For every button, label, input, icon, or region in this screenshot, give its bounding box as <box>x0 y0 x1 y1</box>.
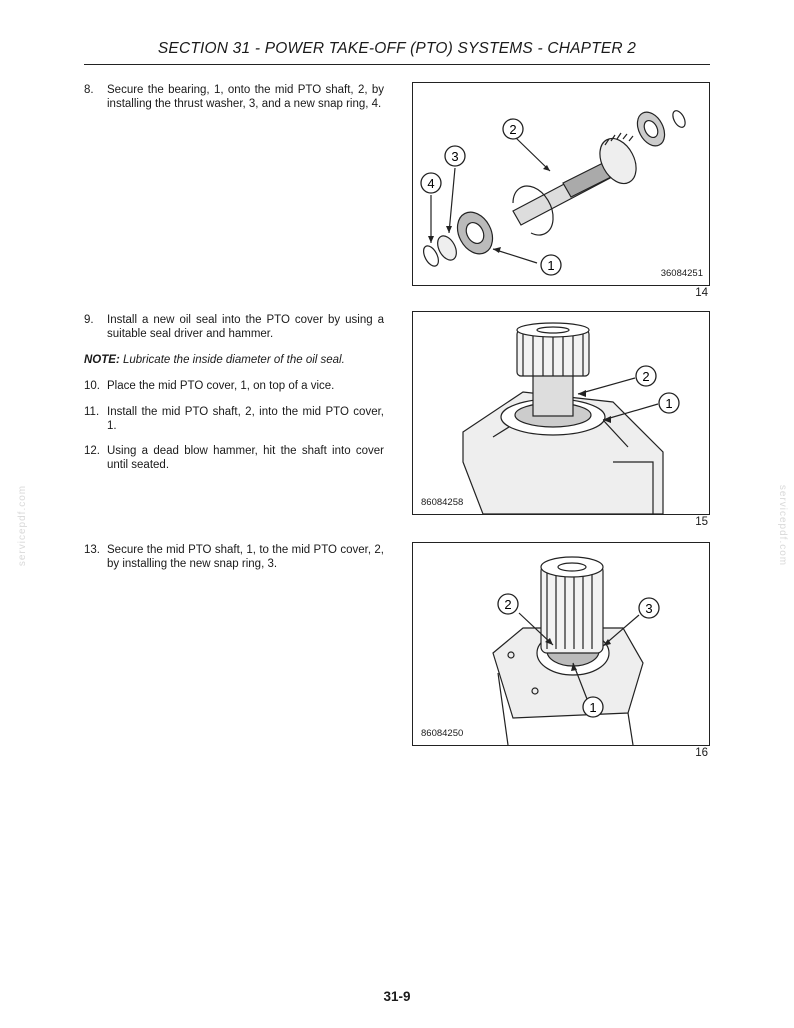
callout-3: 3 <box>645 601 653 616</box>
step-12 <box>84 444 384 472</box>
callout-1: 1 <box>665 396 673 411</box>
callout-2: 2 <box>504 597 512 612</box>
step-13 <box>84 543 384 571</box>
step-number: 8. <box>84 84 94 96</box>
note-label: NOTE: <box>84 354 120 366</box>
step-number: 10. <box>84 380 100 392</box>
callout-2: 2 <box>509 122 517 137</box>
callout-2: 2 <box>642 369 650 384</box>
callout-1: 1 <box>547 258 555 273</box>
step-11 <box>84 405 384 433</box>
figure-16 <box>412 542 710 746</box>
step-text: Place the mid PTO cover, 1, on top of a vice. <box>107 380 335 392</box>
step-number: 13. <box>84 544 100 556</box>
figure-14 <box>412 82 710 286</box>
callout-4: 4 <box>427 176 435 191</box>
step-number: 9. <box>84 314 94 326</box>
pto-snap-ring-illustration <box>413 543 709 745</box>
figure-code: 86084250 <box>421 728 464 739</box>
figure-number: 16 <box>695 747 708 759</box>
step-text: Secure the bearing, 1, onto the mid PTO shaft, 2, by installing the thrust washer, 3, and a new snap ring, 4. <box>107 84 384 110</box>
step-text: Using a dead blow hammer, hit the shaft into cover until seated. <box>107 445 384 471</box>
figure-code: 36084251 <box>660 268 703 279</box>
callout-1: 1 <box>589 700 597 715</box>
header-divider <box>84 64 710 65</box>
step-8 <box>84 83 384 111</box>
pto-shaft-bearing-illustration <box>413 83 709 285</box>
watermark-right: servicepdf.com <box>777 484 789 567</box>
figure-15 <box>412 311 710 515</box>
step-number: 12. <box>84 445 100 457</box>
callout-3: 3 <box>451 149 459 164</box>
section-header: SECTION 31 - POWER TAKE-OFF (PTO) SYSTEMS - CHAPTER 2 <box>157 40 637 57</box>
note <box>84 353 384 367</box>
step-10 <box>84 379 384 393</box>
step-text: Install the mid PTO shaft, 2, into the mid PTO cover, 1. <box>107 406 384 432</box>
figure-number: 15 <box>695 516 708 528</box>
step-number: 11. <box>84 406 100 418</box>
watermark-left: servicepdf.com <box>17 484 29 567</box>
figure-code: 86084258 <box>421 497 464 508</box>
step-text: Secure the mid PTO shaft, 1, to the mid PTO cover, 2, by installing the new snap ring, 3. <box>107 544 384 570</box>
figure-number: 14 <box>695 287 708 299</box>
page-number: 31-9 <box>383 989 411 1004</box>
step-9 <box>84 313 384 341</box>
step-text: Install a new oil seal into the PTO cover by using a suitable seal driver and hammer. <box>107 314 384 340</box>
note-text: Lubricate the inside diameter of the oil seal. <box>122 354 345 366</box>
pto-cover-in-vice-illustration <box>413 312 709 514</box>
